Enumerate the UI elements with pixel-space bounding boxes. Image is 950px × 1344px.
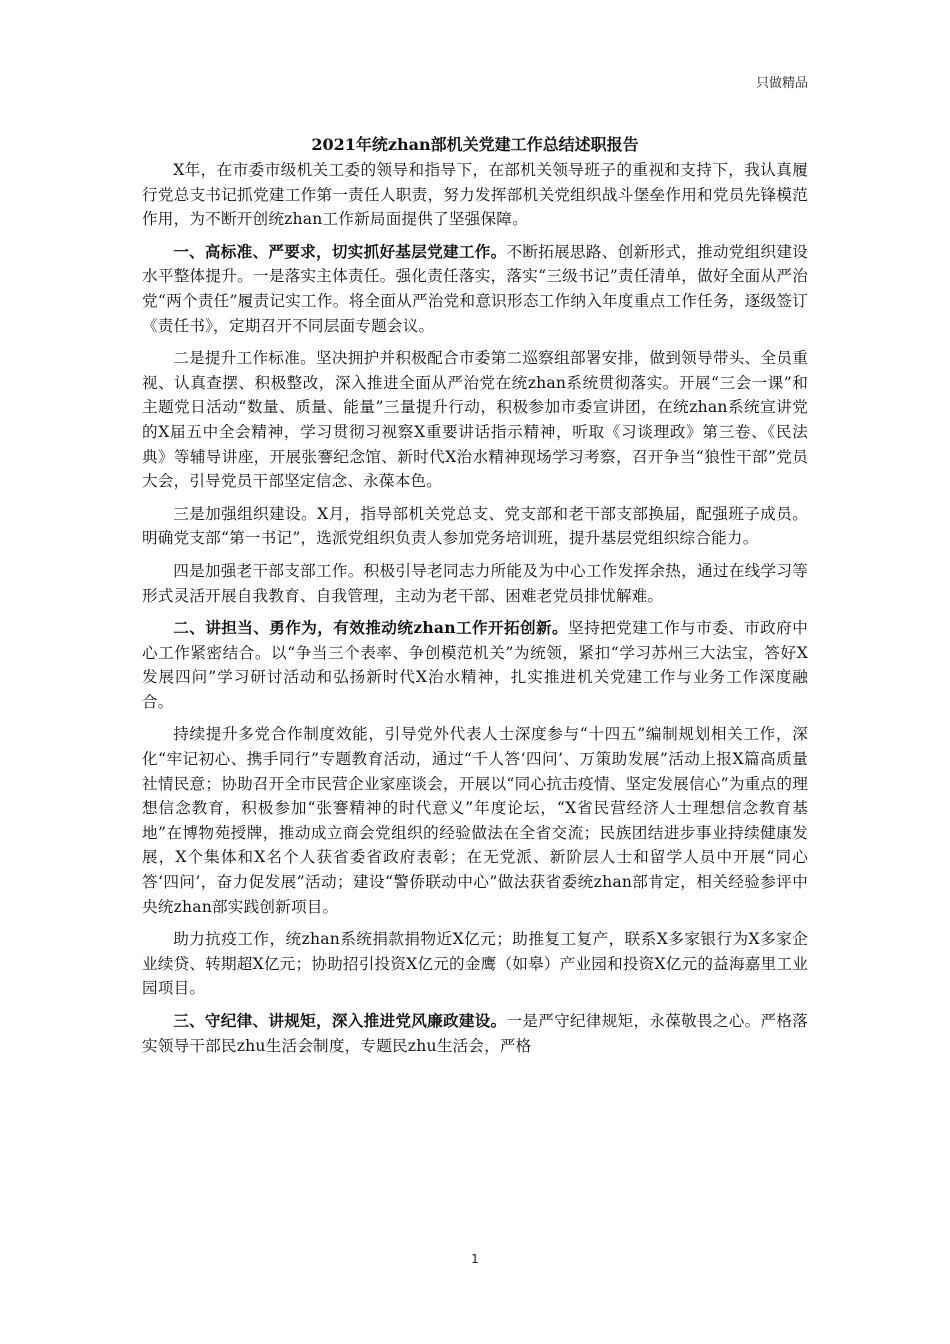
paragraph-intro [142, 158, 808, 232]
page-header-tag: 只做精品 [755, 76, 808, 91]
paragraph-section-3 [142, 1009, 808, 1058]
paragraph-text: 不断拓展思路、创新形式，推动党组织建设水平整体提升。一是落实主体责任。强化责任落实，落实“三级书记”责任清单，做好全面从严治党“两个责任”履责记实工作。将全面从严治党和意识形态工作纳入年度重点工作任务，逐级签订《责任书》，定期召开不同层面专题会议。 [142, 242, 808, 335]
document-title: 2021年统zhan部机关党建工作总结述职报告 [311, 135, 639, 154]
paragraph-text: 三是加强组织建设。X月，指导部机关党总支、党支部和老干部支部换届，配强班子成员。明确党支部“第一书记”，选派党组织负责人参加党务培训班，提升基层党组织综合能力。 [142, 504, 808, 548]
paragraph-point-2 [142, 346, 808, 494]
section-heading-2: 二、讲担当、勇作为，有效推动统zhan工作开拓创新。 [173, 618, 569, 638]
paragraph-section-2 [142, 616, 808, 714]
paragraph-text: 坚持把党建工作与市委、市政府中心工作紧密结合。以“争当三个表率、争创模范机关”为统领，紧扣“学习苏州三大法宝，答好X发展四问”学习研讨活动和弘扬新时代X治水精神，扎实推进机关党建工作与业务工作深度融合。 [142, 619, 808, 711]
paragraph-multiparty [142, 722, 808, 919]
paragraph-epidemic [142, 927, 808, 1001]
paragraph-text: 二是提升工作标准。坚决拥护并积极配合市委第二巡察组部署安排，做到领导带头、全员重视、认真查摆、积极整改，深入推进全面从严治党在统zhan系统贯彻落实。开展“三会一课”和主题党日活动“数量、质量、能量”三量提升行动，积极参加市委宣讲团，在统zhan系统宣讲党的X届五中全会精神，学习贯彻习视察X重要讲话指示精神，听取《习谈理政》第三卷、《民法典》等辅导讲座，开展张謇纪念馆、新时代X治水精神现场学习考察，召开争当“狼性干部”党员大会，引导党员干部坚定信念、永葆本色。 [142, 349, 808, 491]
paragraph-point-4 [142, 559, 808, 608]
paragraph-text: 助力抗疫工作，统zhan系统捐款捐物近X亿元；助推复工复产，联系X多家银行为X多家企业续贷、转期超X亿元；协助招引投资X亿元的金鹰（如皋）产业园和投资X亿元的益海嘉里工业园项目。 [142, 930, 808, 998]
paragraph-point-3 [142, 502, 808, 551]
paragraph-section-1 [142, 240, 808, 338]
paragraph-text: 一是严守纪律规矩，永葆敬畏之心。严格落实领导干部民zhu生活会制度，专题民zhu生活会，严格 [142, 1012, 808, 1055]
document-body [142, 132, 808, 1066]
paragraph-text: 持续提升多党合作制度效能，引导党外代表人士深度参与“十四五”编制规划相关工作，深化“牢记初心、携手同行”专题教育活动，通过“千人答‘四问’、万策助发展”活动上报X篇高质量社情民意；协助召开全市民营企业家座谈会，开展以“同心抗击疫情、坚定发展信心”为重点的理想信念教育，积极参加“张謇精神的时代意义”年度论坛，“X省民营经济人士理想信念教育基地”在博物苑授牌，推动成立商会党组织的经验做法在全省交流；民族团结进步事业持续健康发展，X个集体和X名个人获省委省政府表彰；在无党派、新阶层人士和留学人员中开展“同心答‘四问’，奋力促发展”活动；建设“警侨联动中心”做法获省委统zhan部肯定，相关经验参评中央统zhan部实践创新项目。 [142, 725, 808, 916]
page-number: 1 [471, 1252, 479, 1266]
paragraph-text: X年，在市委市级机关工委的领导和指导下，在部机关领导班子的重视和支持下，我认真履行党总支书记抓党建工作第一责任人职责，努力发挥部机关党组织战斗堡垒作用和党员先锋模范作用，为不断开创统zhan工作新局面提供了坚强保障。 [142, 161, 808, 229]
paragraph-text: 四是加强老干部支部工作。积极引导老同志力所能及为中心工作发挥余热，通过在线学习等形式灵活开展自我教育、自我管理，主动为老干部、困难老党员排忧解难。 [142, 561, 808, 605]
section-heading-3: 三、守纪律、讲规矩，深入推进党风廉政建设。 [173, 1011, 507, 1030]
section-heading-1: 一、高标准、严要求，切实抓好基层党建工作。 [173, 241, 507, 261]
